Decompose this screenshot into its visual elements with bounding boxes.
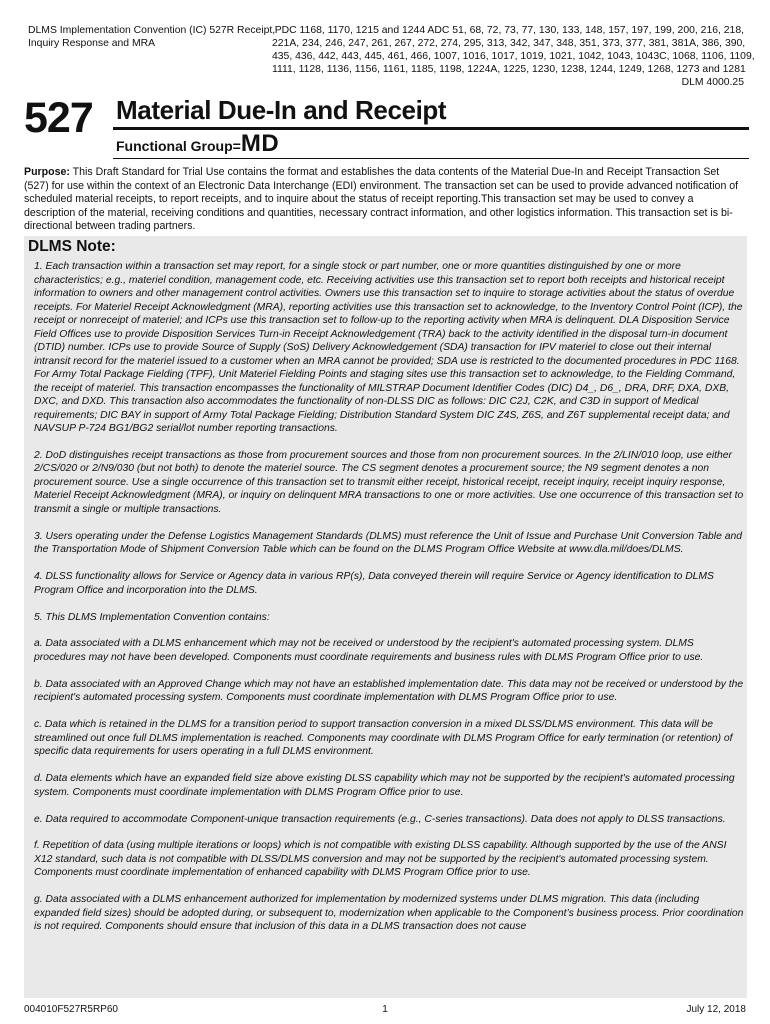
dlms-note-title: DLMS Note: bbox=[28, 238, 116, 255]
functional-group-value: MD bbox=[240, 130, 280, 157]
dlms-note-paragraph: 3. Users operating under the Defense Logistics Management Standards (DLMS) must reference the Unit of Issue and Purchase Unit Conversion Table and the Transportation Mode of Shipment Conversion Table which can be found on the DLMS Program Office Website at www.dla.mil/does/DLMS. bbox=[34, 530, 742, 556]
header-right-line: 221A, 234, 246, 247, 261, 267, 272, 274, 295, 313, 342, 347, 348, 351, 373, 377, 381, 381A, 386, 390, bbox=[272, 38, 746, 49]
dlms-note-paragraph: e. Data required to accommodate Component-unique transaction requirements (e.g., C-series transactions). Data does not apply to DLSS transactions. bbox=[34, 813, 726, 825]
dlms-note-box bbox=[24, 236, 747, 998]
footer-date: July 12, 2018 bbox=[686, 1004, 746, 1015]
dlms-note-paragraph: 2. DoD distinguishes receipt transactions as those from procurement sources and those from non procurement sources. In the 2/LIN/010 loop, use either 2/CS/020 or 2/N9/030 (but not both) to denote the materiel source. The CS segment denotes a procurement source; the N9 segment denotes a non procurement source. Use a single occurrence of this transaction set to transmit either receipt, historical receipt, receipt inquiry, receipt inquiry response, Materiel Receipt Acknowledgment (MRA), or inquiry on delinquent MRA transactions to one or more activities. Use one occurrence of this transaction set to transmit a single or multiple transactions. bbox=[34, 449, 744, 515]
header-right-line: PDC 1168, 1170, 1215 and 1244 ADC 51, 68, 72, 73, 77, 130, 133, 148, 157, 197, 199, 200, 216, 218, bbox=[274, 25, 744, 36]
dlms-note-paragraph: d. Data elements which have an expanded field size above existing DLSS capability which may not be supported by the recipient's automated processing system. Components must coordinate implementation with DLMS Program Office prior to use. bbox=[34, 773, 735, 798]
purpose-paragraph bbox=[24, 166, 746, 234]
dlms-note-paragraph: 4. DLSS functionality allows for Service or Agency data in various RP(s), Data conveyed therein will require Service or Agency identification to DLMS Program Office and incorporation into the DLMS. bbox=[34, 571, 714, 596]
dlms-note-paragraph: c. Data which is retained in the DLMS for a transition period to support transaction conversion in a mixed DLSS/DLMS environment. This data will be streamlined out once full DLMS implementation is reached. Components may coordinate with DLMS Program Office for early termination (or retention) of specific data requirements for users operating in a full DLMS environment. bbox=[34, 719, 733, 758]
functional-group-divider bbox=[113, 158, 749, 159]
dlms-note-paragraph: f. Repetition of data (using multiple iterations or loops) which is not compatible with existing DLSS capability. Although supported by the use of the ANSI X12 standard, such data is not compatible with DLSS/DLMS conversion and may not be supported by the recipient's automated processing system. Components must coordinate implementation of enhanced capability with DLMS Program Office prior to use. bbox=[34, 840, 727, 879]
header-ic-description bbox=[28, 24, 278, 50]
footer-page-number: 1 bbox=[382, 1004, 388, 1015]
header-left-line: Inquiry Response and MRA bbox=[28, 38, 156, 49]
dlms-note-body bbox=[34, 260, 746, 947]
header-change-references bbox=[272, 24, 755, 89]
dlms-note-paragraph: g. Data associated with a DLMS enhancement authorized for implementation by modernized systems under DLMS migration. This data (including expanded field sizes) should be adopted during, or subsequent to, modernization when applicable to the Component’s business process. Prior coordination is not required. Components should ensure that inclusion of this data in a DLMS transaction does not cause bbox=[34, 894, 744, 933]
purpose-label: Purpose: bbox=[24, 166, 70, 178]
functional-group-label: Functional Group= bbox=[116, 138, 241, 154]
dlms-note-paragraph: 5. This DLMS Implementation Convention contains: bbox=[34, 611, 270, 623]
header-right-line: 435, 436, 442, 443, 445, 461, 466, 1007, 1016, 1017, 1019, 1021, 1042, 1043, 1043C, 1068, 1106, 1109, bbox=[272, 51, 755, 62]
dlms-note-paragraph: b. Data associated with an Approved Change which may not have an established implementation date. This data may not be received or understood by the recipient's automated processing system. Components must coordinate implementation with DLMS Program Office prior to use. bbox=[34, 678, 744, 704]
dlms-note-paragraph: 1. Each transaction within a transaction set may report, for a single stock or part number, one or more quantities distinguished by one or more characteristics; e.g., materiel condition, management code, etc. Receiving activities use this transaction set to report both receipts and historical receipt information to owners and other management control activities. Owners use this transaction set to inquire to storage activities about the status of overdue receipts. For Materiel Receipt Acknowledgment (MRA), reporting activities use this transaction set to acknowledge, to the Inventory Control Point (ICP), the receipt or nonreceipt of materiel; and ICPs use this transaction set to follow-up to the reporting activity when MRA is delinquent. DLA Disposition Service Field Offices use to provide Disposition Services Turn-in Receipt Acknowledgement (TRA) back to the activity identified in the disposal turn-in document (DTID) number. ICPs use to provide Source of Supply (SoS) Delivery Acknowledgement (SDA) transaction for IPV materiel to close out their internal intransit record for the materiel issued to a customer when an MRA cannot be provided; SDA use is restricted to the documented procedures in PDC 1168. For Army Total Package Fielding (TPF), Unit Materiel Fielding Points and staging sites use this transaction set to acknowledge, to the Fielding Command, the receipt of materiel. This transaction encompasses the functionality of MILSTRAP Document Identifier Codes (DIC) D4_, D6_, DRA, DRF, DXA, DXB, DXC, and DXD. This transaction also accommodates the functionality of non-DLSS DIC as follows: DIC C2J, C2K, and C3D in support of Medical requirements; DIC BAY in support of Army Total Package Fielding; Distribution Standard System DIC Z4S, Z6S, and Z6T supplemental receipt data; and NAVSUP P-724 BG1/BG2 serial/lot number reporting transactions. bbox=[34, 261, 743, 434]
purpose-text: This Draft Standard for Trial Use contains the format and establishes the data contents of the Material Due-In and Receipt Transaction Set (527) for use within the context of an Electronic Data Interchange (EDI) environment. The transaction set can be used to provide advanced notification of scheduled material receipts, to report receipts, and to inquire about the status of receipt reporting.This transaction set may be used to convey a description of the material, receiving conditions and quantities, necessary contract information, and other logistics information. This transaction set is bi-directional between trading partners. bbox=[24, 166, 739, 233]
functional-group bbox=[116, 130, 280, 158]
header-right-line: 1111, 1128, 1136, 1156, 1161, 1185, 1198, 1224A, 1225, 1230, 1238, 1244, 1249, 1268, 1273 and 1281 bbox=[272, 64, 746, 75]
transaction-set-title: Material Due-In and Receipt bbox=[116, 95, 447, 125]
header-right-line: DLM 4000.25 bbox=[681, 77, 744, 88]
dlms-note-paragraph: a. Data associated with a DLMS enhancement which may not be received or understood by the recipient's automated processing system. DLMS procedures may not have been developed. Components must coordinate requirements and business rules with DLMS Program Office prior to use. bbox=[34, 638, 704, 663]
header-left-line: DLMS Implementation Convention (IC) 527R Receipt, bbox=[28, 25, 276, 36]
transaction-set-number: 527 bbox=[24, 94, 93, 142]
footer-doc-code: 004010F527R5RP60 bbox=[24, 1004, 118, 1015]
title-divider bbox=[113, 127, 749, 130]
